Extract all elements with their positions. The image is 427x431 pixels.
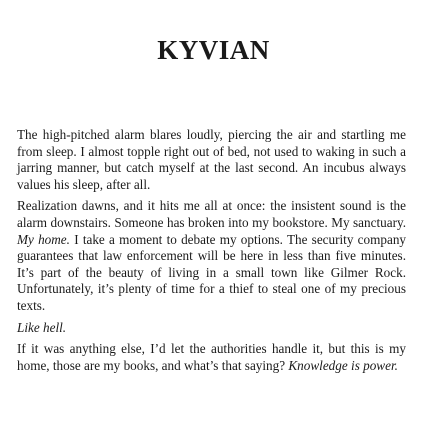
paragraph-2-emphasis: My home.: [17, 231, 70, 247]
paragraph-2-text-end: I take a moment to debate my options. The security company guarantees that law enforcement will be here in less than five minutes. It’s part of the beauty of living in a small town like Gilmer Rock. Unfortunately, it’s plenty of time for a thief to steal one of my precious texts.: [17, 231, 407, 313]
chapter-title: KYVIAN: [157, 35, 270, 65]
paragraph-4-emphasis: Knowledge is power.: [288, 357, 398, 373]
chapter-body: [17, 127, 406, 379]
paragraph-3-emphasis: Like hell.: [17, 319, 67, 335]
paragraph-4-text: If it was anything else, I’d let the authorities handle it, but this is my home, those are my books, and what’s that saying?: [17, 341, 406, 373]
paragraph-4: [17, 341, 406, 374]
paragraph-3: [17, 320, 406, 337]
paragraph-1: The high-pitched alarm blares loudly, piercing the air and startling me from sleep. I almost topple right out of bed, not used to waking in such a jarring manner, but catch myself at the last second. An incubus always values his sleep, after all.: [17, 127, 406, 192]
paragraph-2-text-start: Realization dawns, and it hits me all at once: the insistent sound is the alarm downstairs. Someone has broken into my bookstore. My sanctuary.: [17, 198, 406, 230]
paragraph-2: [17, 198, 406, 314]
